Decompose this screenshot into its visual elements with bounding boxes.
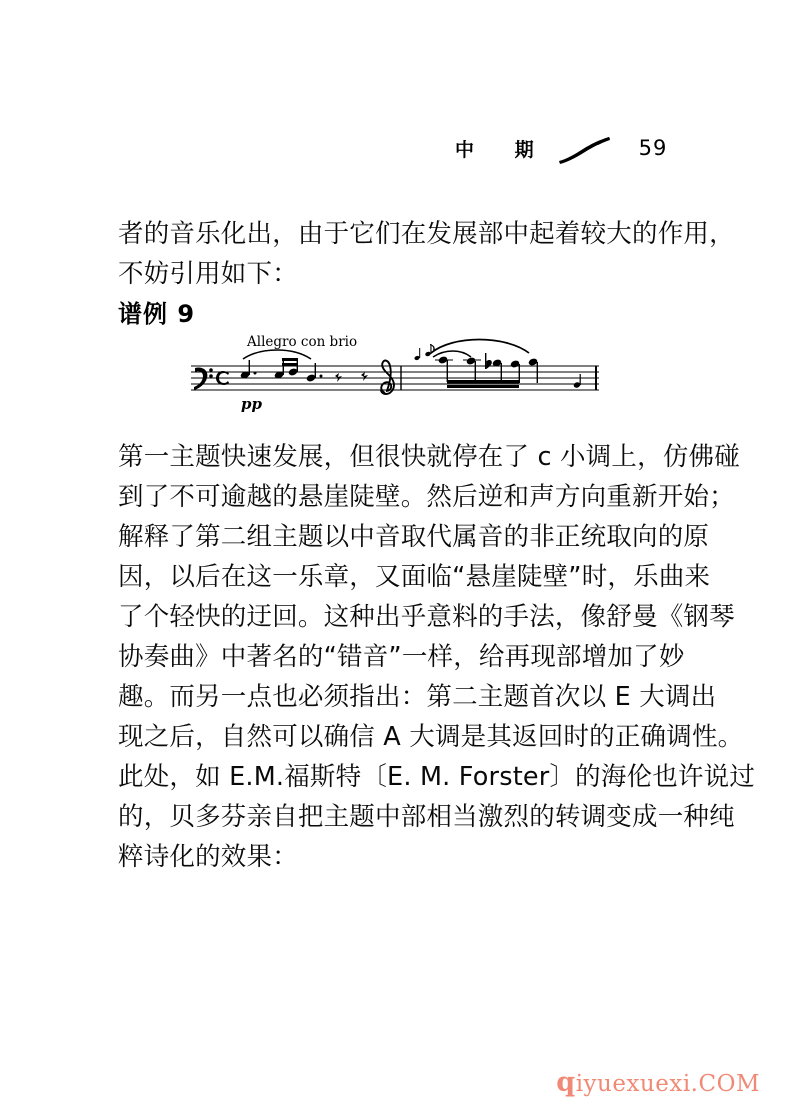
text-line: 到了不可逾越的悬崖陡壁。然后逆和声方向重新开始； <box>118 482 735 512</box>
note-group-three <box>492 357 538 383</box>
page-number: 59 <box>638 136 668 160</box>
text-line: 因，以后在这一乐章，又面临“悬崖陡壁”时，乐曲来 <box>118 562 711 592</box>
paragraph-one <box>118 214 735 336</box>
dynamic-marking: pp <box>241 395 262 413</box>
text-line: 现之后，自然可以确信 A 大调是其返回时的正确调性。 <box>118 722 744 752</box>
text-line: 第一主题快速发展，但很快就停在了 c 小调上，仿佛碰 <box>118 442 740 472</box>
running-head-title: 中 期 <box>455 138 551 161</box>
tempo-marking: Allegro con brio <box>247 334 358 350</box>
text-line: 者的音乐化出，由于它们在发展部中起着较大的作用， <box>118 219 735 249</box>
text-line: 协奏曲》中著名的“错音”一样，给再现部增加了妙 <box>118 642 685 672</box>
text-line: 粹诗化的效果： <box>118 842 298 872</box>
slur <box>243 350 311 359</box>
note-group-one <box>240 358 323 383</box>
watermark-text: iyuexuexi.COM <box>575 1071 760 1097</box>
paragraph-two <box>118 437 756 877</box>
rests <box>335 372 368 382</box>
text-line: 不妨引用如下： <box>118 259 298 289</box>
note-group-two <box>435 355 481 383</box>
text-line: 了个轻快的迂回。这种出乎意料的手法，像舒曼《钢琴 <box>118 602 735 632</box>
example-label: 谱例 9 <box>118 300 196 328</box>
running-head <box>0 130 794 166</box>
text-line: 此处，如 E.M.福斯特〔E. M. Forster〕的海伦也许说过 <box>118 762 756 792</box>
text-line: 解释了第二组主题以中音取代属音的非正统取向的原 <box>118 522 710 552</box>
slur <box>433 351 471 357</box>
flat-accidental <box>485 353 492 369</box>
site-watermark <box>556 1067 760 1098</box>
watermark-lead: q <box>556 1067 576 1098</box>
text-line: 的，贝多芬亲自把主题中部相当激烈的转调变成一种纯 <box>118 802 735 832</box>
calligraphic-flourish-icon <box>557 135 613 165</box>
music-notation-example <box>185 333 605 421</box>
text-line: 趣。而另一点也必须指出：第二主题首次以 E 大调出 <box>118 682 717 712</box>
bass-clef <box>194 368 213 390</box>
final-note <box>573 374 581 389</box>
